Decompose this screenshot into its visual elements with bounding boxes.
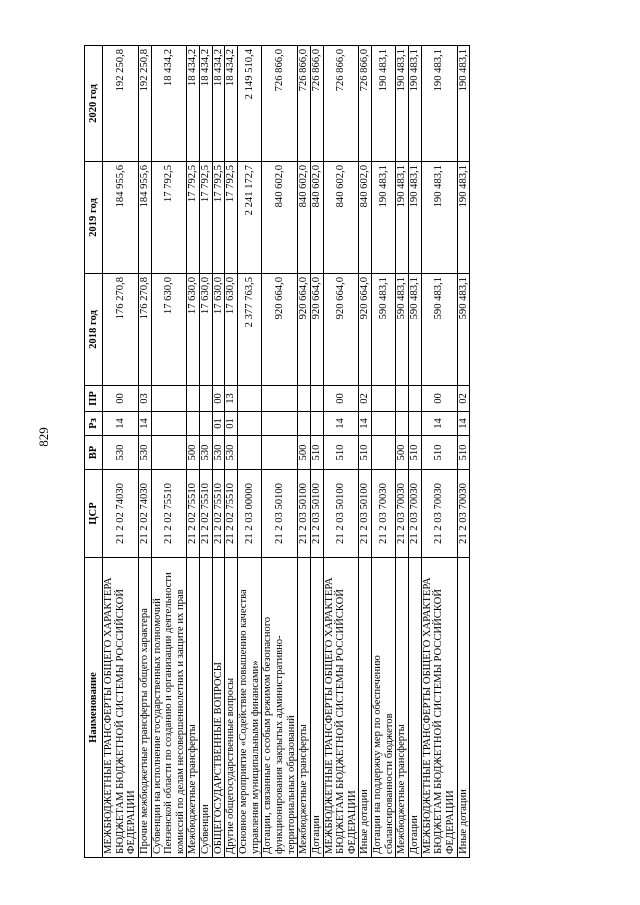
table-row (187, 46, 200, 858)
header-2020: 2020 год (85, 46, 103, 162)
cell-name: Иные дотации (359, 558, 372, 858)
cell-y2020: 190 483,1 (457, 46, 470, 162)
cell-y2018: 2 377 763,5 (238, 274, 262, 386)
cell-y2020: 18 434,2 (225, 46, 238, 162)
cell-csr: 21 2 02 75510 (225, 470, 238, 558)
cell-y2019: 190 483,1 (396, 162, 409, 274)
cell-y2018: 590 483,1 (372, 274, 396, 386)
cell-y2018: 176 270,8 (103, 274, 139, 386)
cell-name: Иные дотации (457, 558, 470, 858)
table-row (457, 46, 470, 858)
cell-name: Межбюджетные трансферты (187, 558, 200, 858)
cell-y2018: 176 270,8 (138, 274, 151, 386)
cell-vr: 530 (225, 436, 238, 470)
cell-name: Субвенции на исполнение государственных полномочий Пензенской области по созданию и организации деятельности комиссий по делам несовершеннолетних и защите их прав (151, 558, 187, 858)
cell-csr: 21 2 03 50100 (262, 470, 298, 558)
cell-y2020: 18 434,2 (187, 46, 200, 162)
cell-pr (409, 386, 422, 412)
cell-vr: 510 (310, 436, 323, 470)
cell-y2018: 590 483,1 (409, 274, 422, 386)
cell-y2018: 920 664,0 (298, 274, 311, 386)
cell-rz (187, 412, 200, 436)
table-row (103, 46, 139, 858)
cell-y2019: 840 602,0 (359, 162, 372, 274)
cell-name: Межбюджетные трансферты (396, 558, 409, 858)
cell-y2019: 190 483,1 (372, 162, 396, 274)
table-row (409, 46, 422, 858)
cell-y2018: 17 630,0 (225, 274, 238, 386)
cell-vr (262, 436, 298, 470)
cell-y2020: 192 250,8 (103, 46, 139, 162)
cell-rz (310, 412, 323, 436)
cell-y2019: 840 602,0 (310, 162, 323, 274)
table-row (323, 46, 359, 858)
cell-pr: 13 (225, 386, 238, 412)
cell-y2018: 590 483,1 (396, 274, 409, 386)
table-row (212, 46, 225, 858)
cell-csr: 21 2 03 00000 (238, 470, 262, 558)
cell-csr: 21 2 02 75510 (187, 470, 200, 558)
table-row (359, 46, 372, 858)
cell-csr: 21 2 03 70030 (457, 470, 470, 558)
cell-rz (238, 412, 262, 436)
table-row (421, 46, 457, 858)
table-row (200, 46, 213, 858)
cell-y2019: 190 483,1 (421, 162, 457, 274)
cell-y2018: 920 664,0 (262, 274, 298, 386)
cell-name: Дотации на поддержку мер по обеспечению сбалансированности бюджетов (372, 558, 396, 858)
table-row (262, 46, 298, 858)
cell-pr: 00 (212, 386, 225, 412)
cell-y2019: 17 792,5 (212, 162, 225, 274)
table-row (310, 46, 323, 858)
cell-name: Дотации, связанные с особым режимом безопасного функционирования закрытых административно-территориальных образований (262, 558, 298, 858)
cell-vr: 500 (396, 436, 409, 470)
cell-name: МЕЖБЮДЖЕТНЫЕ ТРАНСФЕРТЫ ОБЩЕГО ХАРАКТЕРА БЮДЖЕТАМ БЮДЖЕТНОЙ СИСТЕМЫ РОССИЙСКОЙ ФЕДЕРАЦИИ (421, 558, 457, 858)
cell-y2020: 726 866,0 (323, 46, 359, 162)
cell-name: МЕЖБЮДЖЕТНЫЕ ТРАНСФЕРТЫ ОБЩЕГО ХАРАКТЕРА БЮДЖЕТАМ БЮДЖЕТНОЙ СИСТЕМЫ РОССИЙСКОЙ ФЕДЕРАЦИИ (323, 558, 359, 858)
cell-pr (372, 386, 396, 412)
cell-vr: 510 (457, 436, 470, 470)
page-number: 829 (36, 427, 51, 447)
cell-y2020: 18 434,2 (200, 46, 213, 162)
cell-y2020: 190 483,1 (409, 46, 422, 162)
cell-pr (310, 386, 323, 412)
cell-y2018: 920 664,0 (310, 274, 323, 386)
cell-rz (396, 412, 409, 436)
cell-y2018: 590 483,1 (457, 274, 470, 386)
table-row (138, 46, 151, 858)
cell-y2019: 840 602,0 (323, 162, 359, 274)
cell-rz (298, 412, 311, 436)
cell-y2018: 17 630,0 (151, 274, 187, 386)
header-2019: 2019 год (85, 162, 103, 274)
cell-y2018: 17 630,0 (200, 274, 213, 386)
cell-rz: 01 (225, 412, 238, 436)
cell-y2019: 17 792,5 (200, 162, 213, 274)
cell-rz: 14 (323, 412, 359, 436)
budget-table (84, 45, 470, 858)
cell-y2020: 2 149 510,4 (238, 46, 262, 162)
cell-rz (372, 412, 396, 436)
cell-name: Субвенции (200, 558, 213, 858)
cell-rz: 01 (212, 412, 225, 436)
cell-pr: 00 (421, 386, 457, 412)
table-body (103, 46, 470, 858)
cell-vr: 530 (212, 436, 225, 470)
cell-y2020: 726 866,0 (298, 46, 311, 162)
cell-y2019: 840 602,0 (298, 162, 311, 274)
table-row (372, 46, 396, 858)
cell-y2020: 726 866,0 (310, 46, 323, 162)
cell-rz (262, 412, 298, 436)
cell-vr (372, 436, 396, 470)
cell-y2019: 840 602,0 (262, 162, 298, 274)
cell-vr: 500 (187, 436, 200, 470)
cell-csr: 21 2 02 75510 (200, 470, 213, 558)
cell-pr (151, 386, 187, 412)
cell-vr (151, 436, 187, 470)
cell-rz (151, 412, 187, 436)
cell-vr: 500 (298, 436, 311, 470)
cell-name: МЕЖБЮДЖЕТНЫЕ ТРАНСФЕРТЫ ОБЩЕГО ХАРАКТЕРА БЮДЖЕТАМ БЮДЖЕТНОЙ СИСТЕМЫ РОССИЙСКОЙ ФЕДЕРАЦИИ (103, 558, 139, 858)
cell-csr: 21 2 03 50100 (298, 470, 311, 558)
cell-y2019: 17 792,5 (225, 162, 238, 274)
table-row (396, 46, 409, 858)
header-vr: ВР (85, 436, 103, 470)
table-row (151, 46, 187, 858)
cell-y2019: 17 792,5 (187, 162, 200, 274)
cell-pr (262, 386, 298, 412)
header-2018: 2018 год (85, 274, 103, 386)
cell-vr: 510 (409, 436, 422, 470)
cell-y2018: 17 630,0 (212, 274, 225, 386)
cell-y2019: 184 955,6 (138, 162, 151, 274)
cell-csr: 21 2 03 50100 (323, 470, 359, 558)
cell-vr: 530 (103, 436, 139, 470)
table-row (225, 46, 238, 858)
cell-y2018: 590 483,1 (421, 274, 457, 386)
cell-rz (200, 412, 213, 436)
cell-rz: 14 (103, 412, 139, 436)
cell-vr: 510 (421, 436, 457, 470)
cell-y2019: 190 483,1 (457, 162, 470, 274)
rotated-table-container (84, 46, 552, 858)
cell-y2019: 17 792,5 (151, 162, 187, 274)
cell-csr: 21 2 02 75510 (151, 470, 187, 558)
cell-vr: 530 (138, 436, 151, 470)
cell-vr: 510 (359, 436, 372, 470)
header-csr: ЦСР (85, 470, 103, 558)
table-row (298, 46, 311, 858)
cell-csr: 21 2 03 70030 (372, 470, 396, 558)
cell-name: Другие общегосударственные вопросы (225, 558, 238, 858)
cell-pr (200, 386, 213, 412)
cell-rz: 14 (138, 412, 151, 436)
cell-rz: 14 (359, 412, 372, 436)
cell-y2018: 17 630,0 (187, 274, 200, 386)
cell-pr (298, 386, 311, 412)
cell-rz: 14 (457, 412, 470, 436)
cell-pr: 00 (103, 386, 139, 412)
cell-y2020: 726 866,0 (262, 46, 298, 162)
cell-vr: 510 (323, 436, 359, 470)
cell-name: Межбюджетные трансферты (298, 558, 311, 858)
cell-pr: 00 (323, 386, 359, 412)
cell-csr: 21 2 03 70030 (421, 470, 457, 558)
cell-vr: 530 (200, 436, 213, 470)
header-pr: ПР (85, 386, 103, 412)
cell-csr: 21 2 02 75510 (212, 470, 225, 558)
cell-pr: 02 (359, 386, 372, 412)
cell-y2018: 920 664,0 (359, 274, 372, 386)
cell-y2020: 18 434,2 (151, 46, 187, 162)
table-header-row (85, 46, 103, 858)
cell-name: ОБЩЕГОСУДАРСТВЕННЫЕ ВОПРОСЫ (212, 558, 225, 858)
cell-y2019: 2 241 172,7 (238, 162, 262, 274)
cell-csr: 21 2 03 50100 (310, 470, 323, 558)
cell-pr: 03 (138, 386, 151, 412)
cell-name: Дотации (310, 558, 323, 858)
cell-vr (238, 436, 262, 470)
cell-csr: 21 2 02 74030 (103, 470, 139, 558)
cell-y2018: 920 664,0 (323, 274, 359, 386)
cell-pr (396, 386, 409, 412)
cell-y2020: 18 434,2 (212, 46, 225, 162)
cell-rz (409, 412, 422, 436)
cell-y2020: 190 483,1 (396, 46, 409, 162)
cell-csr: 21 2 02 74030 (138, 470, 151, 558)
header-rz: Рз (85, 412, 103, 436)
table-row (238, 46, 262, 858)
cell-y2020: 190 483,1 (421, 46, 457, 162)
cell-y2020: 190 483,1 (372, 46, 396, 162)
cell-pr (187, 386, 200, 412)
cell-csr: 21 2 03 70030 (409, 470, 422, 558)
cell-pr: 02 (457, 386, 470, 412)
cell-rz: 14 (421, 412, 457, 436)
cell-csr: 21 2 03 70030 (396, 470, 409, 558)
cell-name: Основное мероприятие «Содействие повышению качества управления муниципальными финансами» (238, 558, 262, 858)
cell-y2019: 190 483,1 (409, 162, 422, 274)
cell-pr (238, 386, 262, 412)
header-name: Наименование (85, 558, 103, 858)
cell-y2020: 192 250,8 (138, 46, 151, 162)
cell-csr: 21 2 03 50100 (359, 470, 372, 558)
cell-y2019: 184 955,6 (103, 162, 139, 274)
cell-name: Дотации (409, 558, 422, 858)
cell-y2020: 726 866,0 (359, 46, 372, 162)
cell-name: Прочие межбюджетные трансферты общего характера (138, 558, 151, 858)
